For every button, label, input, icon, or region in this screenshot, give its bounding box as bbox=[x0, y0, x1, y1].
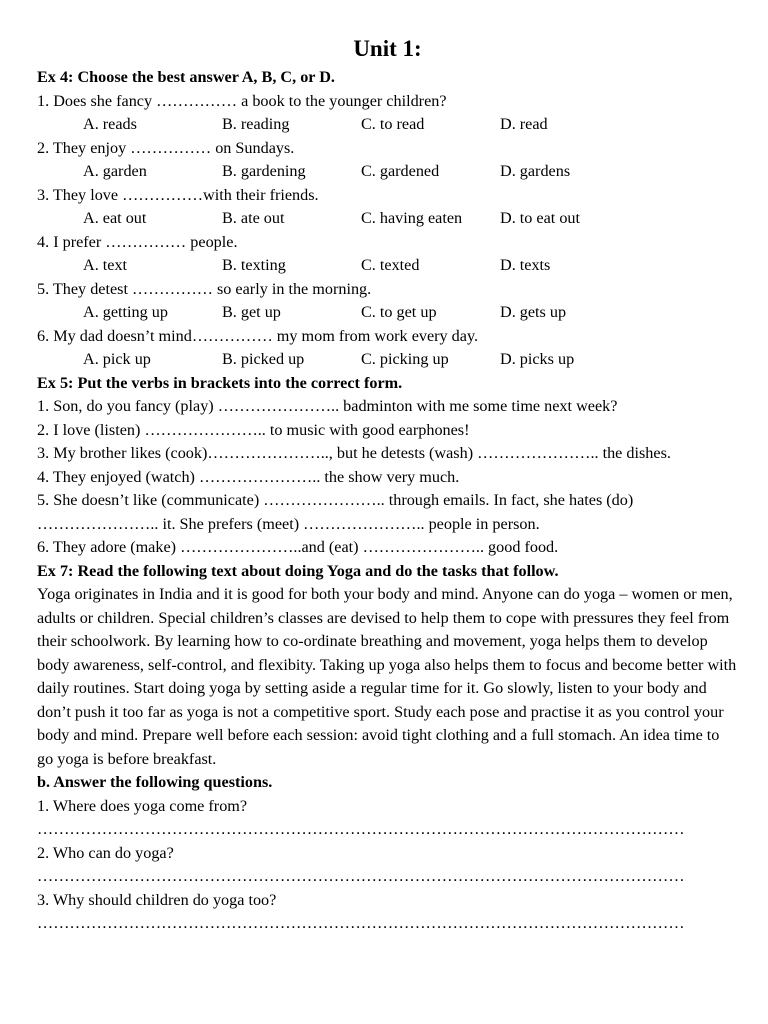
option-a: A. reads bbox=[83, 115, 137, 133]
ex7-part-b-heading: b. Answer the following questions. bbox=[37, 773, 273, 791]
ex5-item-5: 5. She doesn’t like (communicate) ………………….. through emails. In fact, she hates (do) ………………….. it. She prefers (meet) ………………….. people in person. bbox=[37, 491, 634, 533]
ex7-question-2: 2. Who can do yoga? bbox=[37, 843, 174, 862]
option-a: A. garden bbox=[83, 162, 147, 180]
option-d: D. to eat out bbox=[500, 209, 581, 227]
option-b: B. texting bbox=[222, 256, 286, 274]
ex4-question-2: 2. They enjoy …………… on Sundays. bbox=[37, 138, 295, 157]
option-b: B. picked up bbox=[222, 350, 305, 368]
ex4-options-4 bbox=[37, 254, 738, 278]
option-b: B. ate out bbox=[222, 209, 285, 227]
option-c: C. to read bbox=[361, 115, 425, 133]
ex4-question-5: 5. They detest …………… so early in the morning. bbox=[37, 279, 372, 298]
ex4-question-3: 3. They love ……………with their friends. bbox=[37, 185, 319, 204]
ex4-options-1 bbox=[37, 113, 738, 137]
ex4-question-6: 6. My dad doesn’t mind…………… my mom from work every day. bbox=[37, 326, 479, 345]
ex5-item-1: 1. Son, do you fancy (play) ………………….. badminton with me some time next week? bbox=[37, 397, 618, 415]
option-d: D. texts bbox=[500, 256, 551, 274]
option-d: D. gets up bbox=[500, 303, 567, 321]
option-a: A. text bbox=[83, 256, 128, 274]
ex5-heading: Ex 5: Put the verbs in brackets into the correct form. bbox=[37, 373, 403, 392]
option-c: C. texted bbox=[361, 256, 420, 274]
option-c: C. gardened bbox=[361, 162, 440, 180]
ex7-heading: Ex 7: Read the following text about doing Yoga and do the tasks that follow. bbox=[37, 561, 559, 580]
exercise-5 bbox=[37, 372, 738, 560]
option-c: C. to get up bbox=[361, 303, 437, 321]
yoga-passage: Yoga originates in India and it is good for both your body and mind. Anyone can do yoga – women or men, adults or children. Special children’s classes are devised to help them to cope with pressures they feel from their schoolwork. By learning how to co-ordinate breathing and movement, yoga helps them to develop body awareness, self-control, and flexibity. Taking up yoga also helps them to focus and become better with daily routines. Start doing yoga by setting aside a regular time for it. Go slowly, listen to your body and don’t push it too far as yoga is not a competitive sport. Study each pose and practise it as you control your body and mind. Prepare well before each session: avoid tight clothing and a full stomach. An idea time to go yoga is before breakfast. bbox=[37, 585, 737, 768]
ex5-item-4: 4. They enjoyed (watch) ………………….. the show very much. bbox=[37, 467, 460, 486]
exercise-7 bbox=[37, 560, 738, 936]
option-a: A. pick up bbox=[83, 350, 151, 368]
option-b: B. get up bbox=[222, 303, 281, 321]
option-a: A. getting up bbox=[83, 303, 168, 321]
ex7-question-3: 3. Why should children do yoga too? bbox=[37, 890, 277, 909]
ex5-item-6: 6. They adore (make) …………………..and (eat) ………………….. good food. bbox=[37, 538, 559, 556]
option-d: D. read bbox=[500, 115, 548, 133]
ex4-question-4: 4. I prefer …………… people. bbox=[37, 232, 238, 251]
answer-line-2: ………………………………………………………………………………………………………… bbox=[37, 867, 685, 885]
option-c: C. picking up bbox=[361, 350, 449, 368]
option-d: D. gardens bbox=[500, 162, 571, 180]
answer-line-1: ………………………………………………………………………………………………………… bbox=[37, 820, 685, 838]
option-d: D. picks up bbox=[500, 350, 575, 368]
ex4-question-1: 1. Does she fancy …………… a book to the younger children? bbox=[37, 91, 447, 110]
option-b: B. gardening bbox=[222, 162, 306, 180]
ex4-options-2 bbox=[37, 160, 738, 184]
exercise-4 bbox=[37, 66, 738, 372]
ex4-options-6 bbox=[37, 348, 738, 372]
option-b: B. reading bbox=[222, 115, 290, 133]
page-title: Unit 1: bbox=[353, 36, 422, 61]
option-a: A. eat out bbox=[83, 209, 147, 227]
ex4-options-3 bbox=[37, 207, 738, 231]
answer-line-3: ………………………………………………………………………………………………………… bbox=[37, 914, 685, 932]
option-c: C. having eaten bbox=[361, 209, 463, 227]
ex5-item-3: 3. My brother likes (cook)………………….., but he detests (wash) ………………….. the dishes. bbox=[37, 444, 671, 462]
ex7-question-1: 1. Where does yoga come from? bbox=[37, 796, 248, 815]
ex4-heading: Ex 4: Choose the best answer A, B, C, or D. bbox=[37, 68, 335, 86]
ex4-options-5 bbox=[37, 301, 738, 325]
ex5-item-2: 2. I love (listen) ………………….. to music with good earphones! bbox=[37, 420, 470, 439]
